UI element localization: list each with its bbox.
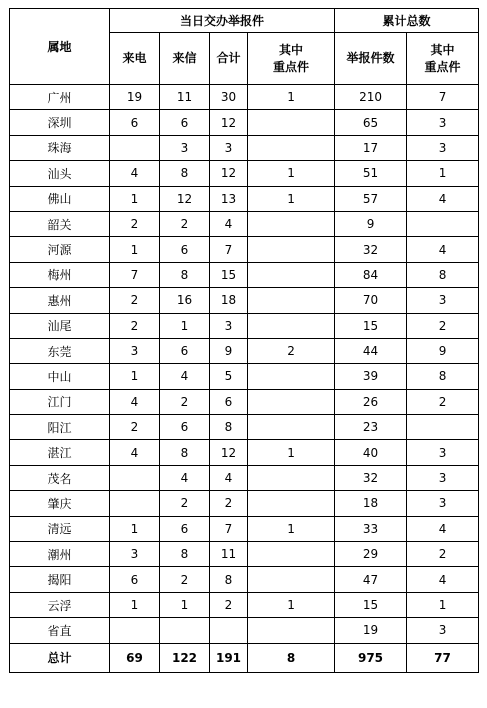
cell-letters: 6 xyxy=(160,415,210,440)
cell-region: 潮州 xyxy=(10,542,110,567)
cell-calls: 1 xyxy=(110,516,160,541)
cell-key-cum: 4 xyxy=(407,186,479,211)
table-row xyxy=(10,465,479,490)
cell-region: 韶关 xyxy=(10,211,110,236)
cell-region: 省直 xyxy=(10,618,110,643)
cell-key-daily: 1 xyxy=(248,516,335,541)
cell-subtotal: 4 xyxy=(210,211,248,236)
cell-calls: 2 xyxy=(110,288,160,313)
cell-reports: 19 xyxy=(335,618,407,643)
cell-reports: 65 xyxy=(335,110,407,135)
cell-region: 珠海 xyxy=(10,135,110,160)
cell-key-daily xyxy=(248,364,335,389)
cell-calls: 1 xyxy=(110,237,160,262)
cell-key-cum: 4 xyxy=(407,516,479,541)
cell-subtotal: 12 xyxy=(210,440,248,465)
cell-reports: 84 xyxy=(335,262,407,287)
table-row xyxy=(10,110,479,135)
cell-calls xyxy=(110,135,160,160)
cell-subtotal: 4 xyxy=(210,465,248,490)
header-key-cumulative: 其中 重点件 xyxy=(407,33,479,85)
cell-letters: 3 xyxy=(160,135,210,160)
cell-region: 湛江 xyxy=(10,440,110,465)
cell-reports: 26 xyxy=(335,389,407,414)
cell-subtotal: 15 xyxy=(210,262,248,287)
cell-subtotal: 8 xyxy=(210,415,248,440)
header-reports: 举报件数 xyxy=(335,33,407,85)
table-row xyxy=(10,389,479,414)
cell-subtotal: 9 xyxy=(210,338,248,363)
cell-region: 江门 xyxy=(10,389,110,414)
cell-key-daily xyxy=(248,542,335,567)
cell-reports: 32 xyxy=(335,465,407,490)
cell-key-daily xyxy=(248,110,335,135)
cell-letters: 6 xyxy=(160,110,210,135)
cell-calls: 2 xyxy=(110,415,160,440)
cell-subtotal: 2 xyxy=(210,491,248,516)
cell-key-daily xyxy=(248,288,335,313)
cell-subtotal: 2 xyxy=(210,592,248,617)
cell-reports: 57 xyxy=(335,186,407,211)
cell-reports: 9 xyxy=(335,211,407,236)
cell-letters: 4 xyxy=(160,364,210,389)
cell-key-cum: 3 xyxy=(407,135,479,160)
total-key-daily: 8 xyxy=(248,643,335,672)
cell-reports: 39 xyxy=(335,364,407,389)
cell-key-cum: 9 xyxy=(407,338,479,363)
cell-region: 深圳 xyxy=(10,110,110,135)
table-row xyxy=(10,161,479,186)
cell-reports: 15 xyxy=(335,313,407,338)
cell-key-cum: 4 xyxy=(407,567,479,592)
cell-reports: 70 xyxy=(335,288,407,313)
cell-subtotal xyxy=(210,618,248,643)
cell-region: 东莞 xyxy=(10,338,110,363)
cell-calls: 2 xyxy=(110,313,160,338)
table-body xyxy=(10,85,479,673)
cell-calls: 1 xyxy=(110,364,160,389)
cell-key-daily xyxy=(248,237,335,262)
table-row xyxy=(10,440,479,465)
cell-letters: 12 xyxy=(160,186,210,211)
cell-key-cum xyxy=(407,415,479,440)
header-daily-group: 当日交办举报件 xyxy=(110,9,335,33)
cell-reports: 51 xyxy=(335,161,407,186)
cell-subtotal: 5 xyxy=(210,364,248,389)
cell-key-cum: 4 xyxy=(407,237,479,262)
cell-subtotal: 7 xyxy=(210,516,248,541)
cell-subtotal: 12 xyxy=(210,110,248,135)
cell-subtotal: 8 xyxy=(210,567,248,592)
cell-region: 梅州 xyxy=(10,262,110,287)
cell-reports: 17 xyxy=(335,135,407,160)
total-reports: 975 xyxy=(335,643,407,672)
cell-key-cum: 7 xyxy=(407,85,479,110)
cell-reports: 40 xyxy=(335,440,407,465)
total-letters: 122 xyxy=(160,643,210,672)
cell-calls: 6 xyxy=(110,110,160,135)
cell-calls: 1 xyxy=(110,186,160,211)
cell-letters: 2 xyxy=(160,567,210,592)
cell-key-cum: 2 xyxy=(407,389,479,414)
cell-letters: 8 xyxy=(160,440,210,465)
cell-subtotal: 18 xyxy=(210,288,248,313)
cell-calls: 4 xyxy=(110,389,160,414)
cell-letters: 16 xyxy=(160,288,210,313)
cell-reports: 32 xyxy=(335,237,407,262)
cell-subtotal: 30 xyxy=(210,85,248,110)
cell-calls: 19 xyxy=(110,85,160,110)
cell-letters: 1 xyxy=(160,592,210,617)
cell-reports: 210 xyxy=(335,85,407,110)
cell-letters: 2 xyxy=(160,211,210,236)
table-row xyxy=(10,186,479,211)
cell-key-daily xyxy=(248,135,335,160)
table-row xyxy=(10,567,479,592)
cell-letters: 8 xyxy=(160,161,210,186)
header-region: 属地 xyxy=(10,9,110,85)
cell-key-cum xyxy=(407,211,479,236)
cell-key-cum: 8 xyxy=(407,262,479,287)
cell-reports: 33 xyxy=(335,516,407,541)
cell-key-cum: 1 xyxy=(407,161,479,186)
cell-subtotal: 13 xyxy=(210,186,248,211)
cell-reports: 23 xyxy=(335,415,407,440)
cell-key-daily xyxy=(248,465,335,490)
cell-key-daily xyxy=(248,313,335,338)
cell-key-cum: 3 xyxy=(407,618,479,643)
cell-key-daily: 1 xyxy=(248,592,335,617)
cell-letters: 6 xyxy=(160,516,210,541)
cell-region: 揭阳 xyxy=(10,567,110,592)
cell-calls xyxy=(110,465,160,490)
cell-calls: 2 xyxy=(110,211,160,236)
table-row xyxy=(10,542,479,567)
header-cumulative-group: 累计总数 xyxy=(335,9,479,33)
cell-key-cum: 3 xyxy=(407,288,479,313)
table-row xyxy=(10,516,479,541)
cell-key-daily: 1 xyxy=(248,440,335,465)
cell-key-daily: 2 xyxy=(248,338,335,363)
header-letters: 来信 xyxy=(160,33,210,85)
cell-letters: 2 xyxy=(160,389,210,414)
header-subtotal: 合计 xyxy=(210,33,248,85)
cell-reports: 15 xyxy=(335,592,407,617)
cell-key-daily xyxy=(248,211,335,236)
table-row xyxy=(10,288,479,313)
table-row xyxy=(10,313,479,338)
cell-reports: 29 xyxy=(335,542,407,567)
cell-subtotal: 3 xyxy=(210,135,248,160)
cell-calls: 3 xyxy=(110,542,160,567)
cell-key-cum: 1 xyxy=(407,592,479,617)
table-row xyxy=(10,85,479,110)
cell-region: 惠州 xyxy=(10,288,110,313)
cell-subtotal: 7 xyxy=(210,237,248,262)
table-row xyxy=(10,211,479,236)
total-region: 总计 xyxy=(10,643,110,672)
header-key-daily: 其中 重点件 xyxy=(248,33,335,85)
total-row xyxy=(10,643,479,672)
table-row xyxy=(10,237,479,262)
cell-letters: 8 xyxy=(160,542,210,567)
cell-calls: 7 xyxy=(110,262,160,287)
cell-key-daily: 1 xyxy=(248,161,335,186)
cell-key-daily xyxy=(248,567,335,592)
cell-key-cum: 8 xyxy=(407,364,479,389)
cell-key-daily: 1 xyxy=(248,186,335,211)
cell-region: 阳江 xyxy=(10,415,110,440)
cell-region: 中山 xyxy=(10,364,110,389)
cell-letters: 4 xyxy=(160,465,210,490)
report-table xyxy=(9,8,479,673)
cell-subtotal: 3 xyxy=(210,313,248,338)
cell-key-cum: 2 xyxy=(407,542,479,567)
table-row xyxy=(10,364,479,389)
cell-subtotal: 6 xyxy=(210,389,248,414)
cell-letters: 11 xyxy=(160,85,210,110)
cell-key-daily xyxy=(248,262,335,287)
cell-letters: 8 xyxy=(160,262,210,287)
cell-letters: 1 xyxy=(160,313,210,338)
cell-key-cum: 3 xyxy=(407,110,479,135)
cell-region: 广州 xyxy=(10,85,110,110)
table-row xyxy=(10,262,479,287)
table-row xyxy=(10,592,479,617)
table-row xyxy=(10,415,479,440)
cell-subtotal: 11 xyxy=(210,542,248,567)
table-row xyxy=(10,618,479,643)
cell-region: 茂名 xyxy=(10,465,110,490)
table-row xyxy=(10,338,479,363)
table-row xyxy=(10,491,479,516)
cell-region: 河源 xyxy=(10,237,110,262)
cell-key-cum: 3 xyxy=(407,465,479,490)
cell-region: 云浮 xyxy=(10,592,110,617)
cell-key-cum: 3 xyxy=(407,440,479,465)
table-row xyxy=(10,135,479,160)
cell-region: 汕尾 xyxy=(10,313,110,338)
cell-key-cum: 3 xyxy=(407,491,479,516)
cell-subtotal: 12 xyxy=(210,161,248,186)
cell-key-daily xyxy=(248,491,335,516)
cell-calls xyxy=(110,618,160,643)
cell-region: 汕头 xyxy=(10,161,110,186)
cell-calls xyxy=(110,491,160,516)
cell-letters xyxy=(160,618,210,643)
cell-key-daily xyxy=(248,618,335,643)
cell-reports: 47 xyxy=(335,567,407,592)
cell-letters: 6 xyxy=(160,237,210,262)
cell-key-daily: 1 xyxy=(248,85,335,110)
cell-reports: 44 xyxy=(335,338,407,363)
cell-key-daily xyxy=(248,415,335,440)
cell-region: 肇庆 xyxy=(10,491,110,516)
cell-letters: 6 xyxy=(160,338,210,363)
cell-region: 佛山 xyxy=(10,186,110,211)
cell-reports: 18 xyxy=(335,491,407,516)
cell-calls: 4 xyxy=(110,161,160,186)
total-key-cum: 77 xyxy=(407,643,479,672)
header-calls: 来电 xyxy=(110,33,160,85)
cell-calls: 3 xyxy=(110,338,160,363)
cell-key-daily xyxy=(248,389,335,414)
cell-calls: 4 xyxy=(110,440,160,465)
cell-key-cum: 2 xyxy=(407,313,479,338)
total-subtotal: 191 xyxy=(210,643,248,672)
cell-calls: 1 xyxy=(110,592,160,617)
cell-region: 清远 xyxy=(10,516,110,541)
cell-calls: 6 xyxy=(110,567,160,592)
total-calls: 69 xyxy=(110,643,160,672)
cell-letters: 2 xyxy=(160,491,210,516)
